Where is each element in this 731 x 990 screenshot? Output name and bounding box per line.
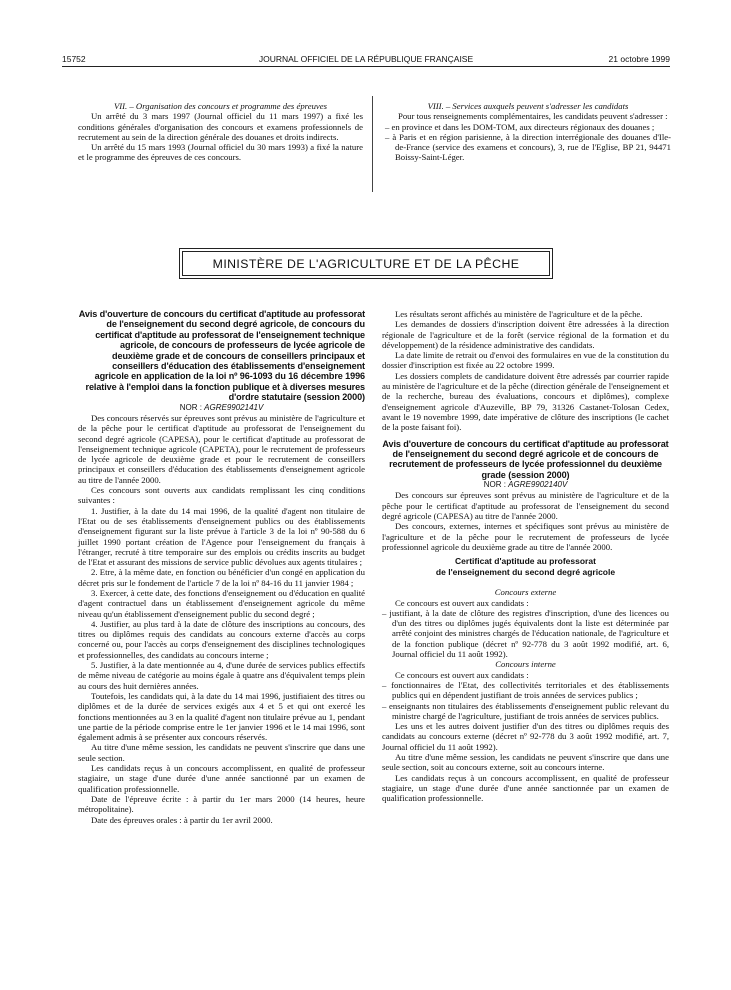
list-item: – fonctionnaires de l'Etat, des collectivités territoriales et des établissements publics qui en dépendent justifiant de trois années de services publics ; <box>382 679 669 701</box>
page-number: 15752 <box>62 54 86 64</box>
right-column <box>382 309 669 804</box>
paragraph: Les résultats seront affichés au ministère de l'agriculture et de la pêche. <box>395 309 643 319</box>
concours-interne-heading: Concours interne <box>495 659 556 670</box>
nor-label: NOR : <box>179 402 202 412</box>
paragraph: Un arrêté du 15 mars 1993 (Journal officiel du 30 mars 1993) a fixé la nature et le programme des épreuves de ces concours. <box>78 142 363 163</box>
condition-item: 1. Justifier, à la date du 14 mai 1996, de la qualité d'agent non titulaire de l'Etat ou de ses établissements d'enseignement publics ou des établissements d'enseignement figurant sur la liste prévue à l'article 3 de la loi nº 90-588 du 6 juillet 1990 portant création de l'Agence pour l'enseignement du français à l'étranger, recruté à titre temporaire sur des emplois ou crédits inscrits au budget de l'Etat et assurant des missions de service public dévolues aux agents titulaires ; <box>78 505 365 568</box>
nor-reference <box>382 480 669 490</box>
paragraph: Les demandes de dossiers d'inscription doivent être adressées à la direction régionale de l'agriculture et de la forêt (service régional de la formation et du développement) de la résidence administrative des candidats. <box>382 319 669 350</box>
list-item: – en province et dans les DOM-TOM, aux directeurs régionaux des douanes ; <box>385 121 655 132</box>
concours-externe-heading: Concours externe <box>494 587 557 598</box>
avis-title: Avis d'ouverture de concours du certificat d'aptitude au professorat de l'enseignement du second degré agricole et de concours de recrutement de professeurs de lycée professionnel du deuxième grade (session 2000) <box>382 438 669 480</box>
paragraph: Les candidats reçus à un concours accomplissent, en qualité de professeur stagiaire, un stage d'une durée d'une année sanctionné par un examen de qualification professionnelle. <box>78 763 365 794</box>
nor-code: AGRE9902140V <box>508 480 568 490</box>
condition-item: 4. Justifier, au plus tard à la date de clôture des inscriptions au concours, des titres ou diplômes requis des candidats au concours externe d'accès au corps concerné ou, pour l'accès au corps d'enseignement des disciplines technologiques et professionnelles, des candidats au concours interne ; <box>78 618 365 660</box>
section-viii-title: VIII. – Services auxquels peuvent s'adresser les candidats <box>427 101 629 111</box>
paragraph: Ce concours est ouvert aux candidats : <box>395 597 529 608</box>
paragraph: Ces concours sont ouverts aux candidats remplissant les cinq conditions suivantes : <box>78 485 365 506</box>
certificate-heading-line: Certificat d'aptitude au professorat <box>455 556 596 567</box>
avis-title: Avis d'ouverture de concours du certificat d'aptitude au professorat de l'enseignement du second degré agricole, de concours du certificat d'aptitude au professorat de l'enseignement technique agricole, de concours de professeurs de lycée agricole de deuxième grade et de concours de conseillers principaux et conseillers d'éducation des établissements d'enseignement agricole en application de la loi nº 96-1093 du 16 décembre 1996 relative à l'emploi dans la fonction publique et à diverses mesures d'ordre statutaire (session 2000) <box>78 309 365 403</box>
paragraph: Des concours sur épreuves sont prévus au ministère de l'agriculture et de la pêche pour le certificat d'aptitude au professorat de l'enseignement du second degré agricole (CAPESA) au titre de l'année 2000. <box>382 490 669 522</box>
column-divider <box>372 96 373 192</box>
ministry-heading: MINISTÈRE DE L'AGRICULTURE ET DE LA PÊCHE <box>182 251 550 276</box>
list-item: – enseignants non titulaires des établissements d'enseignement public relevant du ministre chargé de l'agriculture, justifiant de trois années de services publics. <box>382 700 669 721</box>
section-vii <box>78 101 363 163</box>
section-vii-title: VII. – Organisation des concours et programme des épreuves <box>113 101 328 111</box>
condition-item: 3. Exercer, à cette date, des fonctions d'enseignement ou d'éducation en qualité d'agent contractuel dans un établissement d'enseignement agricole du même niveau qu'un établissement d'enseignement public du second degré ; <box>78 588 365 619</box>
issue-date: 21 octobre 1999 <box>608 54 670 64</box>
paragraph: Pour tous renseignements complémentaires, les candidats peuvent s'adresser : <box>398 111 668 122</box>
condition-item: 2. Etre, à la même date, en fonction ou bénéficier d'un congé en application du décret pris sur le fondement de l'article 7 de la loi nº 84-16 du 11 janvier 1984 ; <box>78 567 365 588</box>
nor-code: AGRE9902141V <box>204 402 264 412</box>
paragraph: Date de l'épreuve écrite : à partir du 1er mars 2000 (14 heures, heure métropolitaine). <box>78 793 365 815</box>
paragraph: Un arrêté du 3 mars 1997 (Journal officiel du 11 mars 1997) a fixé les conditions générales d'organisation des concours et examens professionnels de recrutement au sein de la direction générale des douanes et droits indirects. <box>78 111 363 142</box>
paragraph: La date limite de retrait ou d'envoi des formulaires en vue de la constitution du dossier d'inscription est fixée au 22 octobre 1999. <box>382 350 669 371</box>
list-item: – à Paris et en région parisienne, à la direction interrégionale des douanes d'Ile-de-France (service des examens et concours), 3, rue de l'Eglise, BP 21, 94471 Boissy-Saint-Léger. <box>385 131 671 163</box>
section-viii <box>385 101 671 163</box>
paragraph: Des concours réservés sur épreuves sont prévus au ministère de l'agriculture et de la pêche pour le certificat d'aptitude au professorat de l'enseignement du second degré agricole (CAPESA), pour le certificat d'aptitude au professorat de l'enseignement technique agricole (CAPETA), pour le recrutement de professeurs de lycée agricole de deuxième grade et pour le recrutement de conseillers principaux et conseillers d'éducation des établissements d'enseignement agricole au titre de l'année 2000. <box>78 412 365 485</box>
paragraph: Ce concours est ouvert aux candidats : <box>395 669 529 680</box>
condition-item: 5. Justifier, à la date mentionnée au 4, d'une durée de services publics effectifs de même niveau de catégorie au moins égale à quatre ans d'équivalent temps plein au cours des huit dernières années. <box>78 660 365 691</box>
paragraph: Les uns et les autres doivent justifier d'un des titres ou diplômes requis des candidats au concours externe (décret nº 92-778 du 3 août 1992 modifié, art. 7, Journal officiel du 11 août 1992). <box>382 721 669 752</box>
header-rule <box>62 66 670 67</box>
left-column <box>78 309 365 825</box>
paragraph: Des concours, externes, internes et spécifiques sont prévus au ministère de l'agriculture et de la pêche pour le recrutement de professeurs de lycée professionnel agricole du deuxième grade au titre de l'année 2000. <box>382 521 669 552</box>
paragraph: Les dossiers complets de candidature doivent être adressés par courrier rapide au ministère de l'agriculture et de la pêche (direction générale de l'enseignement et de la recherche, bureau des évaluations, concours et diplômes), complexe d'enseignement agricole d'Auzeville, BP 79, 31326 Castanet-Tolosan Cedex, avant le 19 novembre 1999, date impérative de clôture des inscriptions (le cachet de la poste faisant foi). <box>382 370 669 433</box>
certificate-heading-line: de l'enseignement du second degré agricole <box>435 566 616 577</box>
journal-title: JOURNAL OFFICIEL DE LA RÉPUBLIQUE FRANÇAISE <box>258 54 474 64</box>
paragraph: Date des épreuves orales : à partir du 1er avril 2000. <box>91 814 273 825</box>
paragraph: Les candidats reçus à un concours accomplissent, en qualité de professeur stagiaire, un stage d'une durée d'une année sanctionnée par un examen de qualification professionnelle. <box>382 772 669 804</box>
paragraph: Au titre d'une même session, les candidats ne peuvent s'inscrire que dans une seule section. <box>78 742 365 763</box>
nor-reference <box>78 403 365 413</box>
certificate-heading <box>382 556 669 577</box>
paragraph: Au titre d'une même session, les candidats ne peuvent s'inscrire que dans une seule section, soit au concours externe, soit au concours interne. <box>382 752 669 773</box>
paragraph: Toutefois, les candidats qui, à la date du 14 mai 1996, justifiaient des titres ou diplômes et de la durée de services exigés aux 4 et 5 et qui ont exercé les fonctions mentionnées au 3 en la qualité d'agent non titulaire prévue au 1, pendant une partie de la période comprise entre le 1er janvier 1996 et le 14 mai 1996, sont également admis à se présenter aux concours réservés. <box>78 690 365 743</box>
nor-label: NOR : <box>483 480 506 490</box>
list-item: – justifiant, à la date de clôture des registres d'inscription, d'une des licences ou d'un des titres ou diplômes jugés équivalents dont la liste est déterminée par arrêté conjoint des ministres chargés de l'éducation nationale, de l'agriculture et de la fonction publique (décret nº 92-778 du 3 août 1992 modifié, art. 6, Journal officiel du 11 août 1992). <box>382 607 669 660</box>
